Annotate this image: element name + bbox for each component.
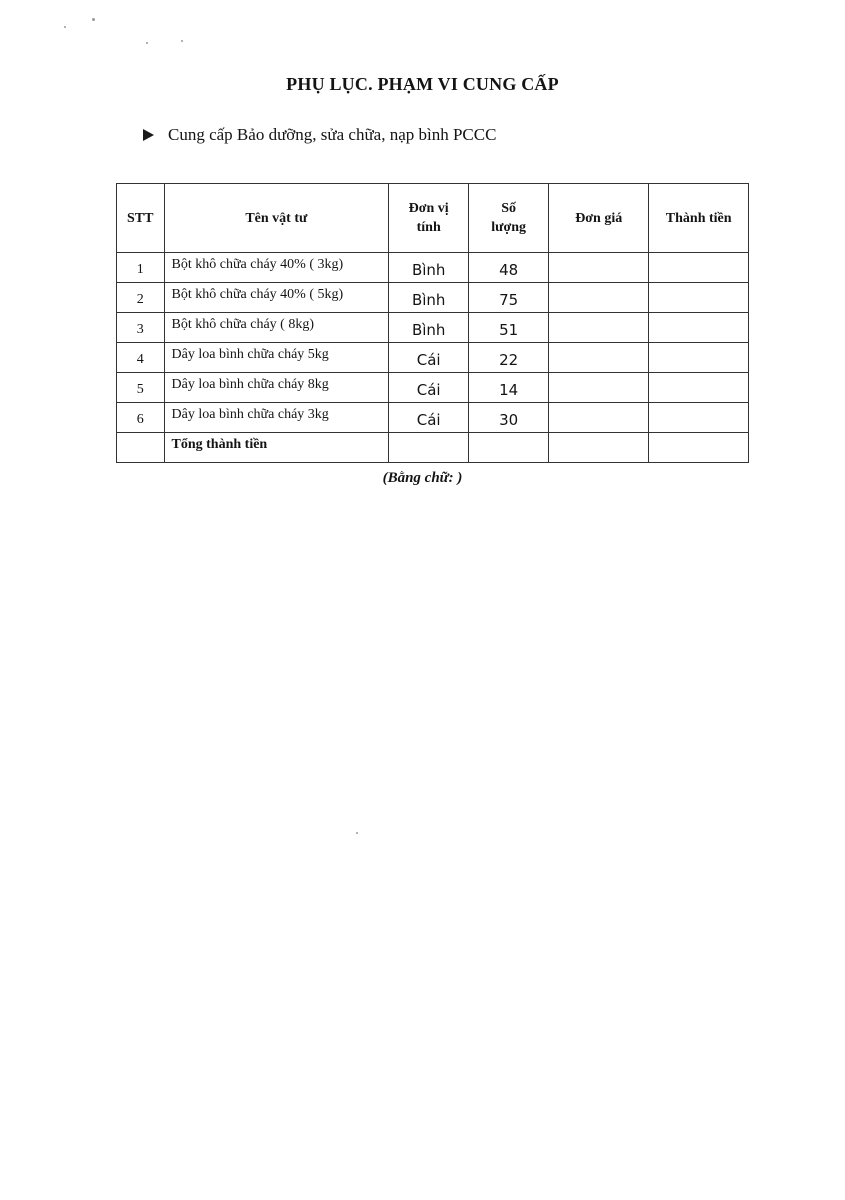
row-total <box>649 313 749 343</box>
row-qty: 30 <box>469 403 549 433</box>
header-price: Đơn giá <box>549 184 649 253</box>
row-price <box>549 283 649 313</box>
header-unit-line2: tính <box>416 220 441 235</box>
amount-in-words: (Bằng chữ: ) <box>382 470 463 486</box>
row-stt: 5 <box>117 373 165 403</box>
row-stt: 4 <box>117 343 165 373</box>
row-price <box>549 253 649 283</box>
row-qty: 75 <box>469 283 549 313</box>
row-price <box>549 343 649 373</box>
row-stt: 1 <box>117 253 165 283</box>
scope-bullet-text: Cung cấp Bảo dưỡng, sửa chữa, nạp bình PCCC <box>168 125 497 144</box>
header-unit-line1: Đơn vị <box>408 201 449 216</box>
row-qty: 14 <box>469 373 549 403</box>
row-unit: Cái <box>389 403 469 433</box>
table-row <box>117 403 749 433</box>
scan-speck <box>64 26 66 28</box>
row-total <box>649 253 749 283</box>
scan-speck <box>356 832 358 834</box>
total-row-unit <box>389 433 469 463</box>
row-total <box>649 373 749 403</box>
table-row <box>117 283 749 313</box>
row-name: Dây loa bình chữa cháy 8kg <box>164 373 389 403</box>
row-name: Dây loa bình chữa cháy 3kg <box>164 403 389 433</box>
table-total-row <box>117 433 749 463</box>
row-unit: Cái <box>389 343 469 373</box>
header-stt: STT <box>117 184 165 253</box>
row-name: Dây loa bình chữa cháy 5kg <box>164 343 389 373</box>
row-stt: 2 <box>117 283 165 313</box>
row-qty: 48 <box>469 253 549 283</box>
row-unit: Bình <box>389 253 469 283</box>
scope-bullet <box>143 125 496 145</box>
row-price <box>549 373 649 403</box>
arrowhead-bullet-icon <box>143 129 154 141</box>
table-row <box>117 253 749 283</box>
page-title: PHỤ LỤC. PHẠM VI CUNG CẤP <box>286 74 559 94</box>
row-stt: 6 <box>117 403 165 433</box>
table-header-row <box>117 184 749 253</box>
row-name: Bột khô chữa cháy ( 8kg) <box>164 313 389 343</box>
header-qty-line2: lượng <box>491 220 527 235</box>
row-name: Bột khô chữa cháy 40% ( 3kg) <box>164 253 389 283</box>
row-price <box>549 313 649 343</box>
row-price <box>549 403 649 433</box>
table-row <box>117 373 749 403</box>
row-unit: Bình <box>389 313 469 343</box>
row-qty: 51 <box>469 313 549 343</box>
header-name: Tên vật tư <box>164 184 389 253</box>
header-qty <box>469 184 549 253</box>
table-row <box>117 313 749 343</box>
row-stt: 3 <box>117 313 165 343</box>
row-total <box>649 403 749 433</box>
scan-speck <box>181 40 183 42</box>
scan-speck <box>92 18 95 21</box>
total-row-total <box>649 433 749 463</box>
table-row <box>117 343 749 373</box>
total-row-qty <box>469 433 549 463</box>
row-name: Bột khô chữa cháy 40% ( 5kg) <box>164 283 389 313</box>
supply-table <box>116 183 749 463</box>
total-row-stt <box>117 433 165 463</box>
row-unit: Bình <box>389 283 469 313</box>
header-qty-line1: Số <box>501 201 517 216</box>
row-total <box>649 343 749 373</box>
row-total <box>649 283 749 313</box>
header-total: Thành tiền <box>649 184 749 253</box>
total-row-label: Tổng thành tiền <box>164 433 389 463</box>
row-unit: Cái <box>389 373 469 403</box>
scan-speck <box>146 42 148 44</box>
header-unit <box>389 184 469 253</box>
total-row-price <box>549 433 649 463</box>
row-qty: 22 <box>469 343 549 373</box>
